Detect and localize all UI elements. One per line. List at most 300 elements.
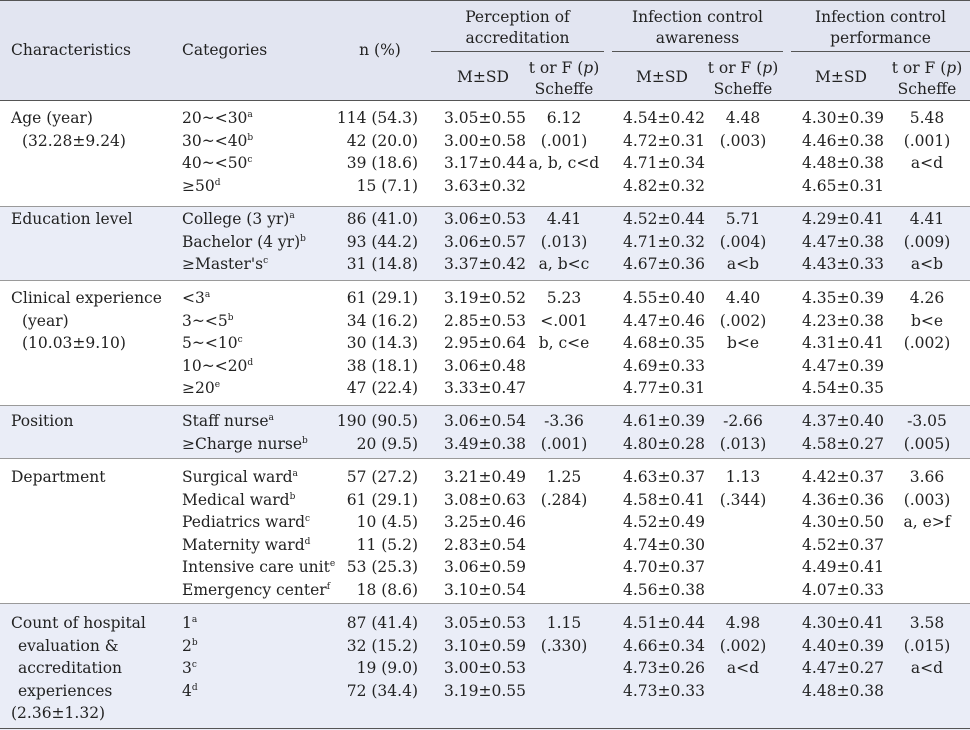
- table-cell: 4.71±0.34: [622, 154, 705, 172]
- table-cell: a, e>f: [903, 513, 951, 531]
- table-cell: b: [300, 233, 306, 244]
- performance-msd-column: [793, 287, 893, 400]
- table-cell: 4.58±0.41: [622, 490, 705, 509]
- table-cell: e: [329, 559, 336, 569]
- table-cell: <3: [182, 289, 205, 307]
- n-value: 18 (8.6): [356, 580, 418, 599]
- table-cell: 3.37±0.42: [443, 255, 526, 273]
- table-cell: b: [191, 637, 198, 648]
- n-column: [330, 410, 418, 455]
- table-cell: 4.47±0.39: [801, 356, 884, 375]
- table-cell: p: [946, 59, 957, 77]
- table-cell: a: [247, 110, 253, 120]
- table-cell: 3.08±0.63: [443, 490, 526, 509]
- n-column: [330, 287, 418, 400]
- table-cell: 4.70±0.37: [622, 558, 705, 576]
- table-cell: 4.67±0.36: [622, 255, 705, 273]
- table-cell: (.003): [903, 490, 951, 509]
- table-cell: <.001: [540, 311, 588, 330]
- table-cell: 4.42±0.37: [801, 468, 884, 486]
- table-cell: 2: [182, 636, 192, 655]
- category-item: [182, 511, 335, 534]
- table-cell: c: [305, 514, 311, 524]
- header-scheffe: Scheffe: [897, 80, 957, 98]
- n-value: 190 (90.5): [336, 412, 418, 430]
- characteristic-label: Clinical experience: [11, 289, 162, 307]
- header-underline: [612, 51, 783, 52]
- table-cell: (.344): [719, 490, 767, 509]
- table-cell: 4.40±0.39: [801, 636, 884, 655]
- table-cell: 3.58: [909, 614, 945, 632]
- table-cell: 3.66: [909, 468, 945, 486]
- table-cell: 4.47±0.38: [801, 232, 884, 251]
- performance-msd-column: [793, 208, 893, 276]
- n-value: 57 (27.2): [346, 468, 418, 486]
- perception-test-column: [519, 208, 609, 276]
- table-cell: 4.41: [546, 210, 582, 228]
- table-cell: 3~<5: [182, 311, 228, 330]
- category-list: [182, 410, 308, 455]
- table-cell: 3.25±0.46: [443, 513, 526, 531]
- table-cell: 4.48±0.38: [801, 681, 884, 700]
- category-item: [182, 152, 253, 175]
- n-value: 47 (22.4): [346, 379, 418, 397]
- table-cell: (.013): [540, 232, 588, 251]
- table-cell: 1.25: [546, 468, 582, 486]
- table-cell: b<e: [910, 311, 944, 330]
- characteristic-label: experiences: [18, 681, 113, 700]
- category-list: [182, 208, 306, 276]
- table-cell: 4.58±0.27: [801, 434, 884, 453]
- n-value: 30 (14.3): [346, 334, 418, 352]
- table-cell: (.001): [540, 434, 588, 453]
- header-group-performance-l1: Infection control: [814, 8, 947, 26]
- table-cell: 3: [182, 659, 192, 677]
- row-separator: [0, 405, 970, 406]
- table-cell: (.005): [903, 434, 951, 453]
- n-value: 61 (29.1): [346, 289, 418, 307]
- table-cell: 4.61±0.39: [622, 412, 705, 430]
- category-item: [182, 377, 253, 400]
- table-cell: Maternity ward: [182, 535, 305, 554]
- header-group-perception-l2: accreditation: [465, 29, 570, 47]
- table-cell: b: [302, 435, 308, 446]
- table-cell: 4.71±0.32: [622, 232, 705, 251]
- n-column: [330, 208, 418, 276]
- category-item: [182, 130, 253, 153]
- awareness-test-column: [703, 287, 783, 355]
- awareness-msd-column: [614, 208, 714, 276]
- table-cell: 4.77±0.31: [622, 379, 705, 397]
- table-cell: 3.49±0.38: [443, 434, 526, 453]
- header-group-performance-l2: performance: [830, 29, 931, 47]
- table-cell: 4.54±0.42: [622, 109, 705, 127]
- table-cell: c: [191, 660, 197, 670]
- characteristic-label: (10.03±9.10): [22, 334, 126, 352]
- table-cell: 4.69±0.33: [622, 356, 705, 375]
- table-cell: 1: [182, 614, 192, 632]
- table-cell: 3.06±0.57: [443, 232, 526, 251]
- n-value: 53 (25.3): [346, 558, 418, 576]
- table-cell: 4.48: [725, 109, 761, 127]
- table-cell: 4.30±0.41: [801, 614, 884, 632]
- table-cell: b: [247, 132, 254, 143]
- table-cell: e: [214, 380, 221, 390]
- table-cell: 4.29±0.41: [801, 210, 884, 228]
- header-characteristics: Characteristics: [11, 41, 131, 59]
- n-value: 32 (15.2): [346, 636, 418, 655]
- table-cell: 4.72±0.31: [622, 131, 705, 150]
- table-cell: 1.13: [725, 468, 761, 486]
- table-cell: 5.48: [909, 109, 945, 127]
- n-value: 20 (9.5): [356, 434, 418, 453]
- table-cell: 5.23: [546, 289, 582, 307]
- n-value: 19 (9.0): [356, 659, 418, 677]
- performance-msd-column: [793, 612, 893, 702]
- header-underline: [431, 51, 604, 52]
- performance-test-column: [887, 612, 967, 680]
- table-cell: d: [247, 357, 254, 368]
- table-cell: f: [326, 581, 331, 592]
- table-cell: 30~<40: [182, 131, 248, 150]
- table-cell: 3.17±0.44: [443, 154, 526, 172]
- table-cell: 4.30±0.50: [801, 513, 884, 531]
- table-cell: 1.15: [546, 614, 582, 632]
- n-value: 38 (18.1): [346, 356, 418, 375]
- performance-test-column: [887, 287, 967, 355]
- table-cell: (.009): [903, 232, 951, 251]
- table-cell: 3.06±0.53: [443, 210, 526, 228]
- table-cell: 4.98: [725, 614, 761, 632]
- table-cell: b, c<e: [538, 334, 590, 352]
- header-underline: [791, 51, 970, 52]
- category-item: [182, 680, 198, 703]
- category-item: [182, 287, 253, 310]
- category-item: [182, 579, 335, 602]
- table-cell: (.284): [540, 490, 588, 509]
- awareness-test-column: [703, 107, 783, 152]
- table-cell: -3.05: [907, 412, 947, 430]
- table-cell: 3.00±0.53: [443, 659, 526, 677]
- table-cell: 4.47±0.46: [622, 311, 705, 330]
- table-cell: 5.71: [725, 210, 761, 228]
- category-list: [182, 612, 198, 702]
- table-cell: 3.06±0.54: [443, 412, 526, 430]
- table-cell: 4.47±0.27: [801, 659, 884, 677]
- table-cell: 3.06±0.48: [443, 356, 526, 375]
- characteristic-label: evaluation &: [18, 636, 119, 655]
- table-cell: b<e: [726, 334, 760, 352]
- row-separator: [0, 603, 970, 604]
- row-separator: [0, 280, 970, 281]
- n-value: 11 (5.2): [356, 535, 418, 554]
- table-cell: (.002): [719, 636, 767, 655]
- table-cell: 10~<20: [182, 356, 248, 375]
- table-cell: 4.35±0.39: [801, 289, 884, 307]
- awareness-msd-column: [614, 466, 714, 601]
- table-cell: 4.54±0.35: [801, 379, 884, 397]
- table-cell: ≥Charge nurse: [182, 434, 303, 453]
- table-cell: a: [204, 290, 211, 300]
- table-cell: 4.55±0.40: [622, 289, 705, 307]
- header-test-label: [887, 58, 967, 79]
- n-value: 93 (44.2): [346, 232, 418, 251]
- awareness-msd-column: [614, 107, 714, 197]
- category-item: [182, 107, 253, 130]
- table-cell: -3.36: [544, 412, 584, 430]
- table-cell: 4.82±0.32: [622, 176, 705, 195]
- table-cell: 4.07±0.33: [801, 580, 884, 599]
- perception-test-column: [519, 466, 609, 511]
- table-cell: 4.73±0.33: [622, 681, 705, 700]
- performance-msd-column: [793, 107, 893, 197]
- table-cell: (.004): [719, 232, 767, 251]
- table-cell: 3.10±0.54: [443, 580, 526, 599]
- header-n-percent: n (%): [359, 41, 401, 59]
- characteristic-label: accreditation: [18, 659, 123, 677]
- table-cell: p: [583, 59, 594, 77]
- header-msd: M±SD: [815, 68, 867, 86]
- table-cell: 2.83±0.54: [443, 535, 526, 554]
- table-cell: 4.37±0.40: [801, 412, 884, 430]
- perception-test-column: [519, 287, 609, 355]
- awareness-test-column: [703, 466, 783, 511]
- header-scheffe: Scheffe: [534, 80, 594, 98]
- table-cell: a, b<c: [538, 255, 590, 273]
- table-cell: 5~<10: [182, 334, 238, 352]
- table-cell: Surgical ward: [182, 468, 293, 486]
- performance-test-column: [887, 466, 967, 534]
- table-cell: 4.52±0.49: [622, 513, 705, 531]
- category-item: [182, 175, 253, 198]
- table-cell: 3.05±0.55: [443, 109, 526, 127]
- table-cell: t or F (: [528, 59, 584, 77]
- table-cell: 4: [182, 681, 192, 700]
- table-cell: a<b: [726, 255, 760, 273]
- table-cell: (.001): [540, 131, 588, 150]
- table-cell: ≥50: [182, 176, 215, 195]
- table-cell: 20~<30: [182, 109, 248, 127]
- table-cell: Intensive care unit: [182, 558, 330, 576]
- table-cell: 2.85±0.53: [443, 311, 526, 330]
- table-cell: 6.12: [546, 109, 582, 127]
- table-cell: b: [289, 491, 296, 502]
- header-msd: M±SD: [457, 68, 509, 86]
- awareness-msd-column: [614, 410, 714, 455]
- category-item: [182, 253, 306, 276]
- table-cell: a, b, c<d: [528, 154, 600, 172]
- table-cell: 4.30±0.39: [801, 109, 884, 127]
- table-cell: 3.05±0.53: [443, 614, 526, 632]
- table-cell: ≥20: [182, 379, 215, 397]
- table-cell: College (3 yr): [182, 210, 290, 228]
- table-cell: (.003): [719, 131, 767, 150]
- awareness-msd-column: [614, 612, 714, 702]
- n-column: [330, 612, 418, 702]
- awareness-test-column: [703, 410, 783, 455]
- table-cell: 3.63±0.32: [443, 176, 526, 195]
- category-item: [182, 612, 198, 635]
- characteristic-label: Education level: [11, 210, 133, 228]
- table-cell: 40~<50: [182, 154, 248, 172]
- table-cell: (.330): [540, 636, 588, 655]
- table-cell: Medical ward: [182, 490, 290, 509]
- table-cell: b: [227, 312, 234, 323]
- performance-test-column: [887, 410, 967, 455]
- table-cell: t or F (: [707, 59, 763, 77]
- table-cell: 4.40: [725, 289, 761, 307]
- category-item: [182, 635, 198, 658]
- category-item: [182, 657, 198, 680]
- characteristic-label: (32.28±9.24): [22, 131, 126, 150]
- n-value: 87 (41.4): [346, 614, 418, 632]
- table-cell: 4.66±0.34: [622, 636, 705, 655]
- header-group-awareness-l1: Infection control: [631, 8, 764, 26]
- table-cell: (.001): [903, 131, 951, 150]
- table-cell: 4.36±0.36: [801, 490, 884, 509]
- n-value: 61 (29.1): [346, 490, 418, 509]
- n-column: [330, 107, 418, 197]
- category-list: [182, 107, 253, 197]
- table-cell: 4.63±0.37: [622, 468, 705, 486]
- category-item: [182, 208, 306, 231]
- table-cell: 3.19±0.55: [443, 681, 526, 700]
- table-cell: 3.33±0.47: [443, 379, 526, 397]
- perception-test-column: [519, 612, 609, 657]
- category-item: [182, 355, 253, 378]
- category-item: [182, 433, 308, 456]
- n-value: 31 (14.8): [346, 255, 418, 273]
- table-cell: ): [772, 59, 779, 77]
- category-item: [182, 231, 306, 254]
- characteristic-label: Department: [11, 468, 106, 486]
- category-item: [182, 410, 308, 433]
- table-cell: -2.66: [723, 412, 763, 430]
- table-cell: c: [263, 256, 269, 266]
- table-cell: a<d: [910, 659, 944, 677]
- table-cell: Staff nurse: [182, 412, 269, 430]
- table-cell: 4.41: [909, 210, 945, 228]
- awareness-test-column: [703, 208, 783, 276]
- table-cell: 3.00±0.58: [443, 131, 526, 150]
- table-cell: ≥Master's: [182, 255, 264, 273]
- table-bottom-rule: [0, 728, 970, 729]
- header-test-label: [524, 58, 604, 79]
- table-cell: Pediatrics ward: [182, 513, 306, 531]
- category-item: [182, 556, 335, 579]
- category-list: [182, 287, 253, 400]
- table-cell: p: [762, 59, 773, 77]
- table-cell: a<b: [910, 255, 944, 273]
- table-cell: 4.52±0.37: [801, 535, 884, 554]
- table-cell: 4.80±0.28: [622, 434, 705, 453]
- n-value: 34 (16.2): [346, 311, 418, 330]
- category-item: [182, 466, 335, 489]
- table-cell: a<d: [910, 154, 944, 172]
- table-cell: a: [292, 469, 298, 479]
- table-cell: 4.74±0.30: [622, 535, 705, 554]
- table-cell: c: [247, 155, 253, 165]
- row-separator: [0, 458, 970, 459]
- category-item: [182, 332, 253, 355]
- table-cell: 2.95±0.64: [443, 334, 526, 352]
- table-cell: 3.10±0.59: [443, 636, 526, 655]
- table-cell: 3.06±0.59: [443, 558, 526, 576]
- table-cell: 4.68±0.35: [622, 334, 705, 352]
- table-cell: 4.31±0.41: [801, 334, 884, 352]
- awareness-msd-column: [614, 287, 714, 400]
- characteristic-label: Position: [11, 412, 74, 430]
- table-cell: 4.23±0.38: [801, 311, 884, 330]
- table-cell: t or F (: [891, 59, 947, 77]
- n-value: 42 (20.0): [346, 131, 418, 150]
- table-cell: d: [191, 682, 198, 693]
- table-cell: a: [268, 413, 274, 423]
- table-cell: 3.19±0.52: [443, 289, 526, 307]
- header-group-awareness-l2: awareness: [655, 29, 740, 47]
- table-cell: 4.49±0.41: [801, 558, 884, 576]
- table-cell: 4.65±0.31: [801, 176, 884, 195]
- header-categories: Categories: [182, 41, 268, 59]
- table-cell: a: [289, 211, 295, 221]
- n-value: 114 (54.3): [336, 109, 418, 127]
- header-test-label: [703, 58, 783, 79]
- category-item: [182, 534, 335, 557]
- table-cell: 4.52±0.44: [622, 210, 705, 228]
- table-cell: (.002): [719, 311, 767, 330]
- table-cell: 4.26: [909, 289, 945, 307]
- characteristic-label: (2.36±1.32): [11, 704, 106, 722]
- header-scheffe: Scheffe: [713, 80, 773, 98]
- n-value: 15 (7.1): [356, 176, 418, 195]
- table-cell: 3.21±0.49: [443, 468, 526, 486]
- awareness-test-column: [703, 612, 783, 680]
- table-cell: 4.43±0.33: [801, 255, 884, 273]
- n-column: [330, 466, 418, 601]
- characteristic-label: Age (year): [11, 109, 93, 127]
- table-cell: c: [237, 335, 243, 345]
- header-msd: M±SD: [636, 68, 688, 86]
- performance-msd-column: [793, 466, 893, 601]
- table-cell: d: [304, 536, 311, 547]
- characteristic-label: Count of hospital: [11, 614, 146, 632]
- category-item: [182, 310, 253, 333]
- table-cell: 4.56±0.38: [622, 580, 705, 599]
- table-cell: ): [593, 59, 600, 77]
- characteristic-label: (year): [22, 311, 69, 330]
- table-cell: (.013): [719, 434, 767, 453]
- row-separator: [0, 206, 970, 207]
- table-cell: 4.51±0.44: [622, 614, 705, 632]
- table-cell: (.015): [903, 636, 951, 655]
- performance-test-column: [887, 107, 967, 175]
- category-list: [182, 466, 335, 601]
- n-value: 72 (34.4): [346, 681, 418, 700]
- perception-test-column: [519, 107, 609, 175]
- n-value: 86 (41.0): [346, 210, 418, 228]
- performance-test-column: [887, 208, 967, 276]
- perception-test-column: [519, 410, 609, 455]
- table-cell: a<d: [726, 659, 760, 677]
- table-cell: 4.46±0.38: [801, 131, 884, 150]
- table-cell: 4.73±0.26: [622, 659, 705, 677]
- n-value: 39 (18.6): [346, 154, 418, 172]
- category-item: [182, 489, 335, 512]
- table-cell: 4.48±0.38: [801, 154, 884, 172]
- table-cell: (.002): [903, 334, 951, 352]
- n-value: 10 (4.5): [356, 513, 418, 531]
- table-cell: ): [956, 59, 963, 77]
